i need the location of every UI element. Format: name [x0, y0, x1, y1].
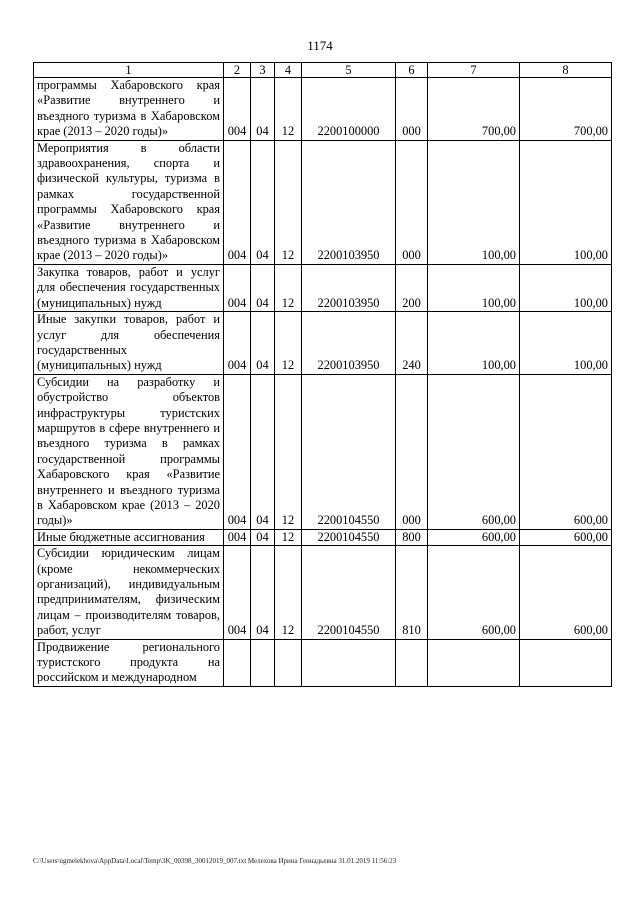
cell-subsection: 12 [275, 312, 302, 375]
cell-ministry-code: 004 [224, 312, 251, 375]
cell-subsection: 12 [275, 264, 302, 311]
cell-amount-1: 600,00 [428, 374, 520, 529]
cell-ministry-code: 004 [224, 374, 251, 529]
table-row [34, 639, 612, 686]
column-header: 4 [275, 63, 302, 78]
cell-amount-2: 600,00 [520, 374, 612, 529]
cell-subsection: 12 [275, 546, 302, 639]
cell-amount-1: 100,00 [428, 140, 520, 264]
row-description: Субсидии юридическим лицам (кроме некоммерческих организаций), индивидуальным предпринимателям, физическим лицам – производителям товаров, работ, услуг [34, 546, 224, 639]
budget-table [33, 62, 612, 687]
cell-expense-type: 000 [396, 374, 428, 529]
cell-section: 04 [251, 374, 275, 529]
cell-section: 04 [251, 312, 275, 375]
page-number: 1174 [307, 38, 333, 53]
cell-amount-1: 600,00 [428, 529, 520, 545]
row-description: Продвижение регионального туристского продукта на российском и международном [34, 639, 224, 686]
table-row [34, 78, 612, 141]
column-header: 5 [302, 63, 396, 78]
row-description: Мероприятия в области здравоохранения, спорта и физической культуры, туризма в рамках государственной программы Хабаровского края «Развитие внутреннего и въездного туризма в Хабаровском крае (2013 – 2020 годы)» [34, 140, 224, 264]
cell-amount-2: 100,00 [520, 140, 612, 264]
row-description: Иные закупки товаров, работ и услуг для обеспечения государственных (муниципальных) нужд [34, 312, 224, 375]
cell-expense-type: 810 [396, 546, 428, 639]
cell-amount-2: 700,00 [520, 78, 612, 141]
table-row [34, 374, 612, 529]
cell-amount-1: 100,00 [428, 264, 520, 311]
cell-target-article [302, 639, 396, 686]
cell-section: 04 [251, 529, 275, 545]
cell-section [251, 639, 275, 686]
cell-ministry-code [224, 639, 251, 686]
cell-section: 04 [251, 264, 275, 311]
cell-section: 04 [251, 140, 275, 264]
row-description: программы Хабаровского края «Развитие внутреннего и въездного туризма в Хабаровском крае (2013 – 2020 годы)» [34, 78, 224, 141]
cell-ministry-code: 004 [224, 78, 251, 141]
column-header: 6 [396, 63, 428, 78]
cell-expense-type: 240 [396, 312, 428, 375]
cell-subsection: 12 [275, 374, 302, 529]
column-header: 8 [520, 63, 612, 78]
cell-expense-type: 200 [396, 264, 428, 311]
cell-ministry-code: 004 [224, 264, 251, 311]
cell-target-article: 2200104550 [302, 529, 396, 545]
table-row [34, 312, 612, 375]
cell-amount-2: 600,00 [520, 529, 612, 545]
header-row [34, 63, 612, 78]
cell-amount-1: 100,00 [428, 312, 520, 375]
cell-section: 04 [251, 78, 275, 141]
cell-subsection: 12 [275, 140, 302, 264]
cell-subsection: 12 [275, 529, 302, 545]
cell-expense-type: 000 [396, 78, 428, 141]
cell-amount-1: 700,00 [428, 78, 520, 141]
cell-amount-2: 100,00 [520, 312, 612, 375]
cell-target-article: 2200103950 [302, 312, 396, 375]
cell-amount-2: 100,00 [520, 264, 612, 311]
table-row [34, 140, 612, 264]
cell-subsection [275, 639, 302, 686]
cell-amount-1 [428, 639, 520, 686]
cell-amount-1: 600,00 [428, 546, 520, 639]
cell-amount-2: 600,00 [520, 546, 612, 639]
cell-target-article: 2200100000 [302, 78, 396, 141]
cell-target-article: 2200104550 [302, 374, 396, 529]
row-description: Иные бюджетные ассигнования [34, 529, 224, 545]
cell-target-article: 2200103950 [302, 264, 396, 311]
cell-expense-type: 000 [396, 140, 428, 264]
cell-ministry-code: 004 [224, 546, 251, 639]
column-header: 3 [251, 63, 275, 78]
cell-target-article: 2200104550 [302, 546, 396, 639]
cell-ministry-code: 004 [224, 529, 251, 545]
cell-section: 04 [251, 546, 275, 639]
row-description: Закупка товаров, работ и услуг для обеспечения государственных (муниципальных) нужд [34, 264, 224, 311]
file-path-footer: C:\Users\ngmelekhova\AppData\Local\Temp\3K_00398_30012019_007.txt Мелехова Ирина Геннадьевна 31.01.2019 11:56:23 [33, 857, 397, 865]
column-header: 2 [224, 63, 251, 78]
cell-amount-2 [520, 639, 612, 686]
table-row [34, 546, 612, 639]
row-description: Субсидии на разработку и обустройство объектов инфраструктуры туристских маршрутов в сфере внутреннего и въездного туризма в рамках государственной программы Хабаровского края «Развитие внутреннего и въездного туризма в Хабаровском крае (2013 – 2020 годы)» [34, 374, 224, 529]
table-row [34, 529, 612, 545]
cell-target-article: 2200103950 [302, 140, 396, 264]
column-header: 1 [34, 63, 224, 78]
column-header: 7 [428, 63, 520, 78]
cell-subsection: 12 [275, 78, 302, 141]
table-row [34, 264, 612, 311]
cell-expense-type [396, 639, 428, 686]
cell-ministry-code: 004 [224, 140, 251, 264]
cell-expense-type: 800 [396, 529, 428, 545]
